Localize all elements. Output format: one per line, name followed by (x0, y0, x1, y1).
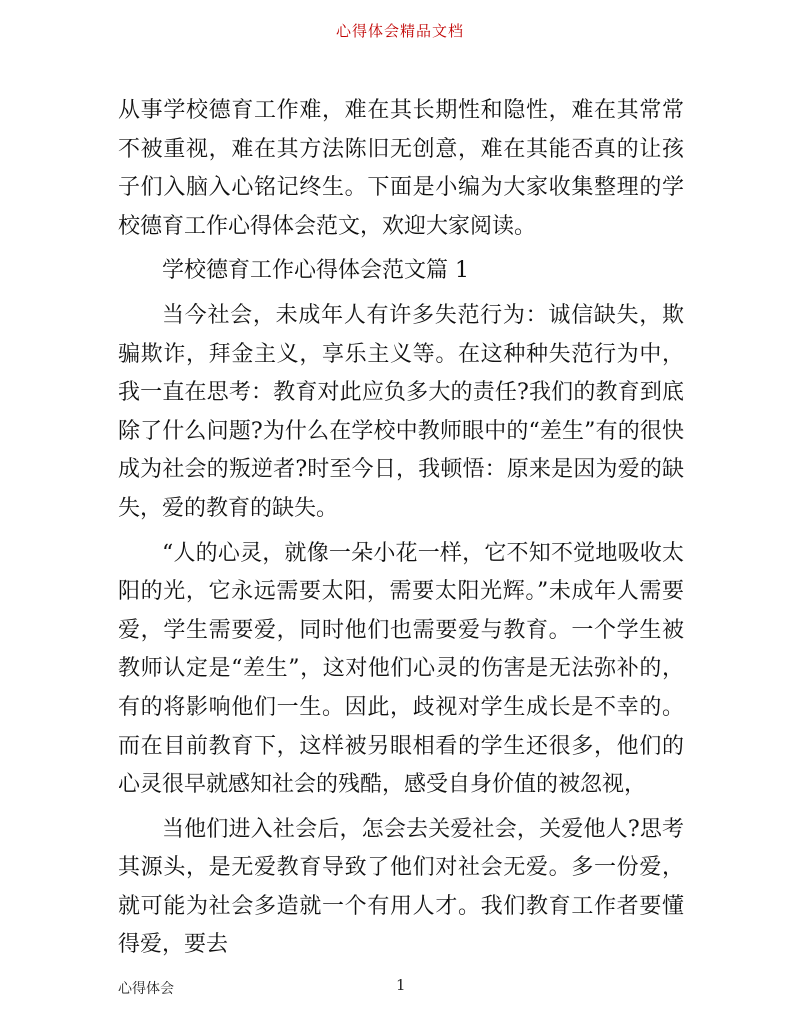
page-number: 1 (396, 976, 406, 994)
section-heading: 学校德育工作心得体会范文篇 1 (162, 258, 469, 284)
footer-label: 心得体会 (118, 981, 174, 997)
body-paragraph: 当今社会，未成年人有许多失范行为：诚信缺失，欺骗欺诈，拜金主义，享乐主义等。在这种种失范行为中，我一直在思考：教育对此应负多大的责任?我们的教育到底除了什么问题?为什么在学校中教师眼中的“差生”有的很快成为社会的叛逆者?时至今日，我顿悟：原来是因为爱的缺失，爱的教育的缺失。 (118, 302, 684, 521)
body-paragraph: “人的心灵，就像一朵小花一样，它不知不觉地吸收太阳的光，它永远需要太阳，需要太阳光辉。”未成年人需要爱，学生需要爱，同时他们也需要爱与教育。一个学生被教师认定是“差生”，这对他们心灵的伤害是无法弥补的，有的将影响他们一生。因此，歧视对学生成长是不幸的。而在目前教育下，这样被另眼相看的学生还很多，他们的心灵很早就感知社会的残酷，感受自身价值的被忽视， (118, 540, 684, 798)
document-body (118, 92, 684, 971)
page-header: 心得体会精品文档 (335, 22, 464, 40)
body-paragraph: 当他们进入社会后，怎会去关爱社会，关爱他人?思考其源头，是无爱教育导致了他们对社会无爱。多一份爱，就可能为社会多造就一个有用人才。我们教育工作者要懂得爱，要去 (118, 816, 684, 958)
intro-paragraph: 从事学校德育工作难，难在其长期性和隐性，难在其常常不被重视，难在其方法陈旧无创意，难在其能否真的让孩子们入脑入心铭记终生。下面是小编为大家收集整理的学校德育工作心得体会范文，欢迎大家阅读。 (118, 98, 684, 239)
